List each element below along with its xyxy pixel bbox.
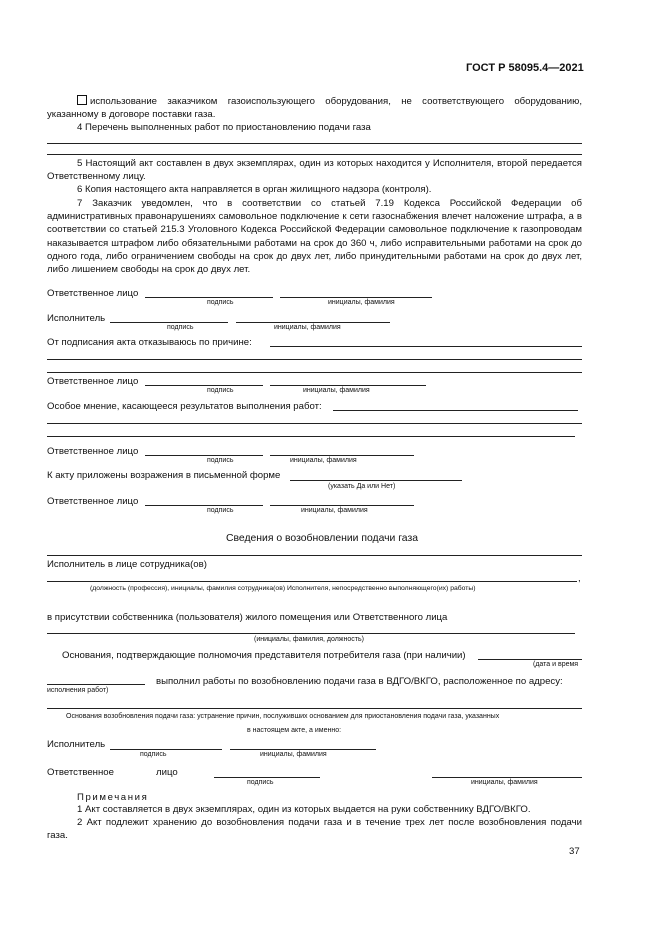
executor-person-field[interactable] bbox=[47, 581, 577, 582]
initials-hint: инициалы, фамилия bbox=[290, 457, 357, 464]
executor-label: Исполнитель bbox=[47, 739, 106, 750]
signature-hint: подпись bbox=[207, 507, 234, 514]
responsible-word-1: Ответственное bbox=[47, 767, 114, 778]
checkbox-icon[interactable] bbox=[77, 95, 87, 105]
signature-hint: подпись bbox=[140, 751, 167, 758]
initials-hint: инициалы, фамилия bbox=[301, 507, 368, 514]
performed-label: выполнил работы по возобновлению подачи газа в ВДГО/ВКГО, расположенное по адресу: bbox=[156, 676, 563, 687]
executor-person-label: Исполнитель в лице сотрудника(ов) bbox=[47, 559, 207, 570]
grounds-label: Основания, подтверждающие полномочия представителя потребителя газа (при наличии) bbox=[62, 650, 466, 661]
objections-hint: (указать Да или Нет) bbox=[328, 483, 396, 490]
objections-label: К акту приложены возражения в письменной форме bbox=[47, 470, 281, 481]
signature-hint: подпись bbox=[207, 457, 234, 464]
signature-field[interactable] bbox=[145, 385, 263, 386]
initials-hint: инициалы, фамилия bbox=[260, 751, 327, 758]
initials-hint: инициалы, фамилия bbox=[303, 387, 370, 394]
opinion-label: Особое мнение, касающееся результатов выполнения работ: bbox=[47, 401, 322, 412]
responsible-label: Ответственное лицо bbox=[47, 446, 139, 457]
opinion-field[interactable] bbox=[333, 410, 578, 411]
comma: , bbox=[578, 573, 581, 584]
signature-hint: подпись bbox=[207, 299, 234, 306]
signature-field[interactable] bbox=[145, 455, 263, 456]
date-hint: (дата и время bbox=[533, 661, 579, 668]
signature-hint: подпись bbox=[167, 324, 194, 331]
signature-field[interactable] bbox=[145, 505, 263, 506]
signature-hint: подпись bbox=[207, 387, 234, 394]
document-code: ГОСТ Р 58095.4—2021 bbox=[466, 62, 584, 74]
work-time-field[interactable] bbox=[47, 684, 145, 685]
executor-label: Исполнитель bbox=[47, 313, 106, 324]
item-6: 6 Копия настоящего акта направляется в орган жилищного надзора (контроля). bbox=[77, 184, 432, 195]
responsible-label: Ответственное лицо bbox=[47, 288, 139, 299]
responsible-label: Ответственное лицо bbox=[47, 496, 139, 507]
note-2: 2 Акт подлежит хранению до возобновления подачи газа и в течение трех лет после возобновления подачи газа. bbox=[47, 817, 582, 842]
resume-title: Сведения о возобновлении подачи газа bbox=[226, 533, 418, 544]
signature-hint: подпись bbox=[247, 779, 274, 786]
item-4: 4 Перечень выполненных работ по приостановлению подачи газа bbox=[77, 122, 371, 133]
grounds-resume-text: Основания возобновления подачи газа: устранение причин, послуживших основанием для приостановления подачи газа, указанных bbox=[66, 713, 500, 720]
in-act-text: в настоящем акте, а именно: bbox=[247, 727, 342, 734]
responsible-label: Ответственное лицо bbox=[47, 376, 139, 387]
item-7: 7 Заказчик уведомлен, что в соответствии со статьей 7.19 Кодекса Российской Федерации об административных правонарушениях самовольное подключение к сети газоснабжения влечет наложение штрафа, а в соответствии со статьей 215.3 Уголовного Кодекса Российской Федерации самовольное подключение к газопроводам наказывается штрафом либо обязательными работами на срок до 360 ч, либо исправительными работами на срок до одного года, либо ограничением свободы на срок до двух лет, либо принудительными работами на срок до двух лет, либо лишением свободы на срок до двух лет. bbox=[47, 198, 582, 276]
address-field[interactable] bbox=[47, 708, 582, 709]
presence-label: в присутствии собственника (пользователя) жилого помещения или Ответственного лица bbox=[47, 612, 448, 623]
page-number: 37 bbox=[569, 846, 580, 857]
checkbox-item: использование заказчиком газоиспользующего оборудования, не соответствующего оборудованию, указанному в договоре поставки газа. bbox=[47, 96, 582, 121]
responsible-word-2: лицо bbox=[156, 767, 178, 778]
initials-hint: инициалы, фамилия bbox=[274, 324, 341, 331]
notes-title: Примечания bbox=[77, 792, 149, 803]
refuse-field[interactable] bbox=[270, 346, 582, 347]
refuse-label: От подписания акта отказываюсь по причине: bbox=[47, 337, 252, 348]
initials-hint: инициалы, фамилия bbox=[471, 779, 538, 786]
item-5: 5 Настоящий акт составлен в двух экземплярах, один из которых находится у Исполнителя, второй передается Ответственному лицу. bbox=[47, 158, 582, 183]
presence-field[interactable] bbox=[47, 633, 575, 634]
note-1: 1 Акт составляется в двух экземплярах, один из которых выдается на руки собственнику ВДГО/ВКГО. bbox=[77, 804, 531, 815]
presence-hint: (инициалы, фамилия, должность) bbox=[254, 636, 364, 643]
position-hint: (должность (профессия), инициалы, фамилия сотрудника(ов) Исполнителя, непосредственно выполняющего(их) работы) bbox=[90, 585, 476, 592]
initials-hint: инициалы, фамилия bbox=[328, 299, 395, 306]
work-time-hint: исполнения работ) bbox=[47, 687, 109, 694]
objections-field[interactable] bbox=[290, 480, 462, 481]
